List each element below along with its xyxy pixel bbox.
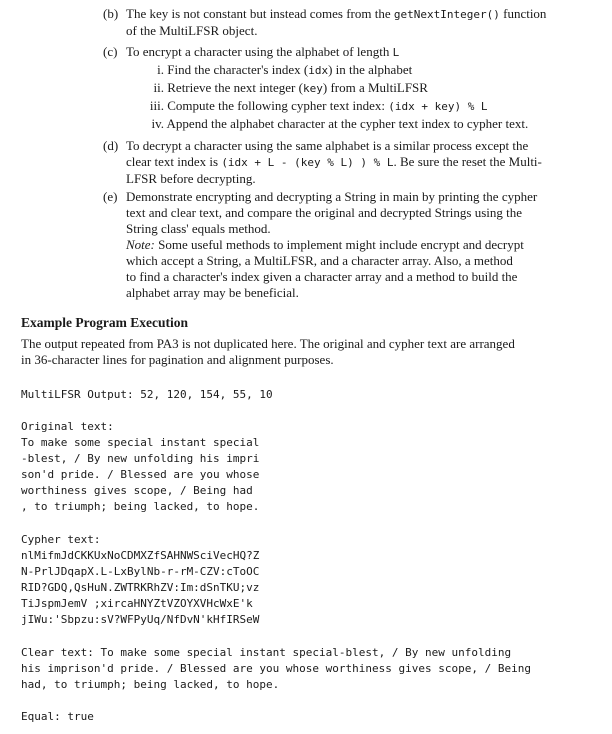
clear-text-block [21, 645, 531, 693]
item-line: of the MultiLFSR object. [126, 23, 258, 38]
original-text-block [21, 419, 259, 515]
clear-line: his imprison'd pride. / Blessed are you whose worthiness gives scope, / Being [21, 662, 531, 675]
cypher-line: nlMifmJdCKKUxNoCDMXZfSAHNWSciVecHQ?Z [21, 549, 260, 562]
step-label: iv. [151, 116, 164, 131]
item-line [126, 6, 546, 23]
text-run: Retrieve the next integer ( [167, 80, 303, 95]
text-run: function [499, 6, 547, 21]
equal-result: Equal: true [21, 710, 94, 723]
text-run: Append the alphabet character at the cypher text index to cypher text. [166, 116, 529, 131]
inline-code: (idx + key) % L [388, 100, 488, 113]
original-line: son'd pride. / Blessed are you whose [21, 468, 260, 481]
item-body [126, 138, 584, 187]
clear-line: Clear text: To make some special instant special-blest, / By new unfolding [21, 646, 512, 659]
original-line: worthiness gives scope, / Being had [21, 484, 253, 497]
text-run: Find the character's index ( [167, 62, 309, 77]
inline-code: L [392, 46, 400, 59]
multilfsr-output-line: MultiLFSR Output: 52, 120, 154, 55, 10 [21, 388, 273, 401]
note-line: to find a character's index given a character array and a method to build the [126, 269, 518, 284]
inline-code: idx [308, 64, 329, 77]
text-run: . Be sure the reset the Multi- [393, 154, 542, 169]
text-run: ) from a MultiLFSR [322, 80, 428, 95]
item-body [126, 6, 546, 39]
item-label: (e) [103, 189, 118, 204]
note-label: Note: [126, 237, 155, 252]
intro-line: in 36-character lines for pagination and alignment purposes. [21, 352, 334, 367]
cypher-line: RID?GDQ,QsHuN.ZWTRKRhZV:Im:dSnTKU;vz [21, 581, 260, 594]
sub-step-i [146, 62, 412, 79]
note-line: alphabet array may be beneficial. [126, 285, 299, 300]
item-line [126, 154, 584, 171]
inline-code: getNextInteger() [393, 8, 500, 21]
item-body [126, 44, 399, 61]
cypher-text-block [21, 532, 259, 628]
original-label: Original text: [21, 420, 114, 433]
cypher-line: jIWu:'Sbpzu:sV?WFPyUq/NfDvN'kHfIRSeW [21, 613, 260, 626]
inline-code: (idx + L - (key % L) ) % L [221, 156, 394, 169]
item-line: To decrypt a character using the same alphabet is a similar process except the [126, 138, 529, 153]
item-line: String class' equals method. [126, 221, 271, 236]
original-line: , to triumph; being lacked, to hope. [21, 500, 260, 513]
intro-line: The output repeated from PA3 is not duplicated here. The original and cypher text are arranged [21, 336, 515, 351]
sub-step-iv [146, 116, 528, 132]
text-run: Some useful methods to implement might include encrypt and decrypt [154, 237, 524, 252]
text-run: Compute the following cypher text index: [167, 98, 389, 113]
note-line [126, 237, 584, 253]
text-run: ) in the alphabet [328, 62, 413, 77]
note-line: which accept a String, a MultiLFSR, and a character array. Also, a method [126, 253, 513, 268]
item-label: (b) [103, 6, 119, 21]
inline-code: key [302, 82, 323, 95]
original-line: To make some special instant special [21, 436, 260, 449]
item-line: Demonstrate encrypting and decrypting a String in main by printing the cypher [126, 189, 538, 204]
item-body [126, 189, 584, 301]
item-line: text and clear text, and compare the original and decrypted Strings using the [126, 205, 523, 220]
step-label: iii. [149, 98, 164, 113]
text-run: To encrypt a character using the alphabet of length [126, 44, 393, 59]
cypher-label: Cypher text: [21, 533, 101, 546]
step-label: ii. [153, 80, 164, 95]
section-heading: Example Program Execution [21, 315, 188, 330]
cypher-line: TiJspmJemV ;xircaHNYZtVZOYXVHcWxE'k [21, 597, 253, 610]
cypher-line: N-PrlJDqapX.L-LxBylNb-r-rM-CZV:cToOC [21, 565, 260, 578]
item-line: LFSR before decrypting. [126, 171, 256, 186]
text-run: The key is not constant but instead comes from the [126, 6, 394, 21]
sub-step-iii [146, 98, 488, 115]
section-intro [21, 336, 587, 368]
text-run: clear text index is [126, 154, 222, 169]
sub-step-ii [146, 80, 428, 97]
step-label: i. [157, 62, 164, 77]
item-line [126, 44, 399, 61]
original-line: -blest, / By new unfolding his impri [21, 452, 260, 465]
item-label: (c) [103, 44, 118, 59]
clear-line: had, to triumph; being lacked, to hope. [21, 678, 280, 691]
item-label: (d) [103, 138, 119, 153]
